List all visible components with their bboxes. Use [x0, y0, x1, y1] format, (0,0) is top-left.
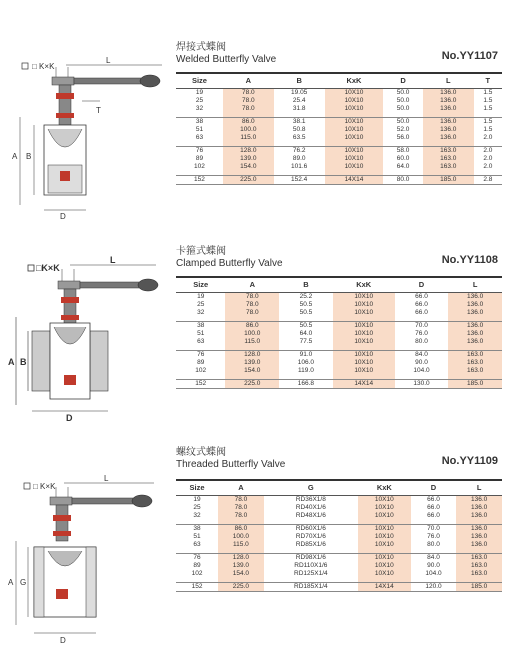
table-cell: 139.0	[225, 359, 279, 367]
table-cell: 152	[176, 582, 218, 591]
table-cell: 63	[197, 338, 205, 346]
table-cell: 100.0	[218, 533, 264, 541]
section-welded	[0, 0, 510, 220]
table-cell: 19.05	[291, 88, 308, 96]
table-cell: 185.0	[456, 582, 502, 591]
section-threaded	[0, 435, 510, 663]
table-cell: 25	[197, 300, 205, 308]
table-cell: 78.0	[223, 97, 274, 105]
table-cell: 50.5	[299, 300, 313, 308]
table-row	[176, 292, 502, 301]
table-cell: 10X10	[325, 163, 384, 171]
threaded-valve-diagram	[4, 475, 174, 655]
table-cell: 104.0	[425, 570, 442, 578]
table-row	[176, 97, 502, 105]
d-label: D	[60, 212, 66, 221]
table-cell: 70.0	[411, 524, 457, 533]
column-header: Size	[176, 73, 223, 88]
table-cell: 136.0	[423, 105, 474, 113]
table-cell: 225.0	[225, 379, 279, 388]
kxk-label: □K×K	[36, 263, 60, 273]
table-cell: 90.0	[415, 358, 428, 366]
table-cell: 50.0	[396, 88, 410, 96]
table-cell: 136.0	[456, 541, 502, 549]
column-header: A	[218, 480, 264, 495]
table-cell: 10X10	[358, 504, 411, 512]
table-cell: 91.0	[279, 350, 333, 359]
table-cell: 163.0	[423, 155, 474, 163]
table-cell: 78.0	[225, 292, 279, 301]
table-cell: 136.0	[423, 117, 474, 126]
table-cell: 136.0	[456, 533, 502, 541]
table-cell: 102	[191, 570, 203, 578]
table-cell: 136.0	[423, 126, 474, 134]
table-cell: 10X10	[325, 117, 384, 126]
table-row	[176, 126, 502, 134]
table-cell: 89	[197, 358, 205, 366]
t-label: T	[96, 106, 101, 115]
table-cell: 163.0	[448, 359, 502, 367]
table-cell: 100.0	[225, 330, 279, 338]
table-row	[176, 570, 502, 578]
table-cell: 19	[193, 495, 201, 503]
table-cell: 136.0	[456, 524, 502, 533]
column-header: G	[264, 480, 358, 495]
table-cell: 10X10	[333, 359, 395, 367]
table-cell: 163.0	[456, 570, 502, 578]
table-cell: 10X10	[358, 495, 411, 504]
table-cell: 66.0	[427, 511, 440, 519]
table-cell: 163.0	[423, 163, 474, 171]
table-cell: 84.0	[395, 350, 449, 359]
table-cell: 14X14	[358, 582, 411, 591]
welded-title-en: Welded Butterfly Valve	[176, 54, 277, 65]
kxk-label: □ K×K	[32, 62, 55, 71]
table-cell: 38.1	[274, 117, 325, 126]
table-cell: 10X10	[333, 309, 395, 317]
table-cell: 10X10	[333, 350, 395, 359]
table-cell: 78.0	[218, 504, 264, 512]
table-cell: 10X10	[358, 553, 411, 562]
table-cell: 63	[193, 541, 201, 549]
threaded-spec-table	[176, 479, 502, 592]
table-cell: 51	[195, 125, 204, 133]
table-cell: 19	[197, 292, 205, 300]
kxk-label: □ K×K	[33, 482, 56, 491]
column-header: T	[474, 73, 502, 88]
table-cell: 136.0	[456, 504, 502, 512]
table-cell: 66.0	[415, 308, 428, 316]
column-header: L	[448, 277, 502, 292]
table-cell: 152.4	[274, 175, 325, 184]
table-cell: 14X14	[325, 175, 384, 184]
table-cell: 10X10	[333, 367, 395, 375]
table-cell: 10X10	[325, 155, 384, 163]
table-cell: 10X10	[358, 562, 411, 570]
b-label: B	[20, 357, 27, 367]
table-cell: 76.0	[415, 329, 428, 337]
table-cell: 163.0	[456, 562, 502, 570]
table-cell: 1.5	[474, 117, 502, 126]
threaded-title-cn: 螺纹式蝶阀	[176, 447, 226, 458]
table-cell: 1.5	[483, 96, 493, 104]
table-cell: 225.0	[223, 175, 274, 184]
a-label: A	[12, 152, 18, 161]
table-cell: 25	[195, 96, 204, 104]
table-row	[176, 504, 502, 512]
table-cell: 84.0	[411, 553, 457, 562]
table-cell: 89.0	[292, 154, 306, 162]
table-row	[176, 350, 502, 359]
table-cell: 163.0	[456, 553, 502, 562]
l-label: L	[106, 56, 111, 65]
table-row	[176, 105, 502, 113]
column-header: B	[279, 277, 333, 292]
table-row	[176, 330, 502, 338]
table-cell: 2.0	[474, 146, 502, 155]
table-cell: 89	[193, 561, 201, 569]
table-cell: 136.0	[448, 292, 502, 301]
welded-spec-table	[176, 72, 502, 185]
table-cell: 225.0	[218, 582, 264, 591]
table-cell: 115.0	[218, 541, 264, 549]
table-cell: 80.0	[383, 175, 423, 184]
table-cell: 152	[176, 175, 223, 184]
table-cell: 1.5	[483, 104, 493, 112]
table-cell: 14X14	[333, 379, 395, 388]
table-cell: 10X10	[358, 533, 411, 541]
table-cell: 10X10	[333, 301, 395, 309]
table-cell: 166.8	[279, 379, 333, 388]
clamped-title-en: Clamped Butterfly Valve	[176, 258, 283, 269]
clamped-title-cn: 卡箍式蝶阀	[176, 246, 226, 257]
table-cell: 136.0	[423, 97, 474, 105]
table-cell: 104.0	[413, 367, 430, 375]
table-cell: 50.0	[396, 96, 410, 104]
table-row	[176, 309, 502, 317]
table-row	[176, 117, 502, 126]
table-cell: 78.0	[225, 309, 279, 317]
table-cell: 77.5	[299, 338, 313, 346]
table-cell: 78.0	[223, 88, 274, 97]
table-row	[176, 533, 502, 541]
table-cell: 50.0	[383, 117, 423, 126]
table-cell: 2.0	[483, 154, 493, 162]
table-cell: 10X10	[358, 570, 411, 578]
table-cell: 56.0	[396, 134, 410, 142]
table-cell: 1.5	[483, 125, 493, 133]
column-header: A	[225, 277, 279, 292]
table-cell: 10X10	[333, 292, 395, 301]
table-cell: RD110X1/6	[294, 561, 328, 569]
section-clamped	[0, 220, 510, 435]
table-cell: 76.2	[274, 146, 325, 155]
column-header: L	[423, 73, 474, 88]
table-cell: RD125X1/4	[294, 570, 328, 578]
table-cell: 10X10	[325, 146, 384, 155]
table-cell: 86.0	[225, 321, 279, 330]
welded-valve-drawing	[4, 55, 174, 225]
table-row	[176, 155, 502, 163]
table-cell: 152	[176, 379, 225, 388]
column-header: D	[383, 73, 423, 88]
table-cell: RD40X1/6	[295, 503, 326, 511]
table-cell: RD98X1/6	[264, 553, 358, 562]
table-cell: 128.0	[223, 146, 274, 155]
table-cell: 101.6	[291, 163, 308, 171]
table-row	[176, 553, 502, 562]
table-cell: 136.0	[448, 338, 502, 346]
table-cell: 130.0	[395, 379, 449, 388]
clamped-valve-drawing	[4, 255, 174, 425]
table-cell: 50.8	[292, 125, 306, 133]
table-cell: 1.5	[483, 88, 493, 96]
table-cell: 119.0	[298, 367, 314, 375]
threaded-title-en: Threaded Butterfly Valve	[176, 459, 286, 470]
table-cell: RD60X1/6	[264, 524, 358, 533]
table-cell: 136.0	[423, 88, 474, 97]
table-cell: 139.0	[218, 562, 264, 570]
table-cell: 136.0	[456, 512, 502, 520]
table-cell: 10X10	[325, 105, 384, 113]
table-cell: 60.0	[396, 154, 410, 162]
table-row	[176, 338, 502, 346]
table-cell: 64.0	[396, 163, 410, 171]
clamped-spec-table	[176, 276, 502, 389]
table-cell: 90.0	[427, 561, 440, 569]
column-header: Size	[176, 277, 225, 292]
table-cell: 32	[195, 104, 204, 112]
table-row	[176, 321, 502, 330]
table-cell: 10X10	[325, 134, 384, 142]
table-cell: 163.0	[423, 146, 474, 155]
table-cell: 80.0	[427, 541, 440, 549]
table-cell: 31.8	[292, 104, 306, 112]
d-label: D	[60, 636, 66, 645]
table-cell: 100.0	[223, 126, 274, 134]
table-cell: 70.0	[395, 321, 449, 330]
table-row	[176, 582, 502, 591]
column-header: D	[411, 480, 457, 495]
clamped-title-block	[176, 246, 502, 270]
table-cell: 89	[195, 154, 204, 162]
table-cell: 154.0	[223, 163, 274, 171]
table-cell: 115.0	[225, 338, 279, 346]
table-cell: 154.0	[218, 570, 264, 578]
welded-valve-diagram	[4, 55, 174, 225]
table-cell: 136.0	[448, 321, 502, 330]
l-label: L	[110, 255, 116, 265]
table-cell: 128.0	[218, 553, 264, 562]
table-cell: 76	[176, 553, 218, 562]
column-header: D	[395, 277, 449, 292]
table-cell: 32	[193, 511, 201, 519]
table-cell: 58.0	[383, 146, 423, 155]
table-cell: 10X10	[358, 541, 411, 549]
table-cell: 38	[176, 524, 218, 533]
column-header: A	[223, 73, 274, 88]
table-cell: RD36X1/8	[295, 495, 326, 503]
table-row	[176, 134, 502, 142]
table-cell: 136.0	[456, 495, 502, 504]
threaded-title-block	[176, 447, 502, 471]
table-row	[176, 512, 502, 520]
l-label: L	[104, 475, 109, 483]
table-row	[176, 367, 502, 375]
table-cell: 25	[193, 503, 201, 511]
b-label: B	[26, 152, 32, 161]
d-label: D	[66, 413, 73, 423]
welded-title-block	[176, 42, 502, 66]
table-cell: 185.0	[448, 379, 502, 388]
table-row	[176, 562, 502, 570]
table-cell: 10X10	[333, 321, 395, 330]
table-row	[176, 146, 502, 155]
table-cell: 154.0	[225, 367, 279, 375]
table-row	[176, 359, 502, 367]
table-cell: 51	[193, 532, 201, 540]
column-header: B	[274, 73, 325, 88]
table-cell: 115.0	[223, 134, 274, 142]
table-cell: 38	[176, 321, 225, 330]
column-header: KxK	[333, 277, 395, 292]
table-cell: 50.0	[396, 104, 410, 112]
table-cell: 66.0	[415, 292, 428, 300]
column-header: KxK	[325, 73, 384, 88]
table-row	[176, 379, 502, 388]
table-cell: 76	[176, 146, 223, 155]
table-cell: 25.4	[292, 96, 306, 104]
table-row	[176, 88, 502, 97]
table-row	[176, 524, 502, 533]
table-cell: 78.0	[218, 512, 264, 520]
threaded-valve-drawing	[4, 475, 174, 655]
table-cell: 80.0	[415, 338, 428, 346]
table-row	[176, 541, 502, 549]
table-row	[176, 495, 502, 504]
table-cell: 51	[197, 329, 205, 337]
threaded-model-no: No.YY1109	[441, 455, 498, 467]
table-row	[176, 175, 502, 184]
table-cell: 10X10	[325, 126, 384, 134]
a-label: A	[8, 357, 15, 367]
clamped-valve-diagram	[4, 255, 174, 425]
table-cell: 86.0	[218, 524, 264, 533]
table-cell: 10X10	[358, 524, 411, 533]
welded-model-no: No.YY1107	[441, 50, 498, 62]
column-header: Size	[176, 480, 218, 495]
table-row	[176, 163, 502, 171]
table-cell: 136.0	[448, 301, 502, 309]
table-cell: 63.5	[292, 134, 306, 142]
table-cell: 2.8	[474, 175, 502, 184]
table-cell: 102	[194, 163, 205, 171]
table-cell: 136.0	[423, 134, 474, 142]
table-cell: RD48X1/6	[295, 511, 326, 519]
table-cell: 52.0	[396, 125, 410, 133]
table-cell: 102	[195, 367, 207, 375]
table-row	[176, 301, 502, 309]
clamped-model-no: No.YY1108	[441, 254, 498, 266]
table-cell: 120.0	[411, 582, 457, 591]
table-cell: 136.0	[448, 330, 502, 338]
table-cell: 78.0	[223, 105, 274, 113]
table-cell: 106.0	[297, 358, 315, 366]
table-cell: RD185X1/4	[264, 582, 358, 591]
table-cell: 66.0	[415, 300, 428, 308]
table-cell: 2.0	[483, 163, 493, 171]
table-cell: 139.0	[223, 155, 274, 163]
table-cell: 10X10	[325, 97, 384, 105]
table-cell: 10X10	[333, 338, 395, 346]
table-cell: RD85X1/6	[295, 541, 326, 549]
table-cell: 78.0	[218, 495, 264, 504]
a-label: A	[8, 578, 14, 587]
column-header: L	[456, 480, 502, 495]
table-cell: 78.0	[225, 301, 279, 309]
g-label: G	[20, 578, 27, 587]
table-cell: 2.0	[483, 134, 493, 142]
table-cell: 66.0	[427, 495, 440, 503]
table-cell: 63	[195, 134, 204, 142]
table-cell: 50.5	[299, 308, 313, 316]
table-cell: 163.0	[448, 350, 502, 359]
table-cell: 136.0	[448, 309, 502, 317]
table-cell: 76.0	[427, 532, 440, 540]
table-cell: 66.0	[427, 503, 440, 511]
table-cell: 25.2	[299, 292, 313, 300]
table-cell: 50.5	[279, 321, 333, 330]
table-cell: 10X10	[358, 512, 411, 520]
column-header: KxK	[358, 480, 411, 495]
table-cell: 32	[197, 308, 205, 316]
table-cell: 163.0	[448, 367, 502, 375]
table-cell: 185.0	[423, 175, 474, 184]
table-cell: 64.0	[299, 329, 313, 337]
welded-title-cn: 焊接式蝶阀	[176, 42, 226, 53]
table-cell: 128.0	[225, 350, 279, 359]
table-cell: 38	[176, 117, 223, 126]
table-cell: 19	[195, 88, 204, 96]
table-cell: 10X10	[325, 88, 384, 97]
table-cell: RD70X1/6	[295, 532, 326, 540]
table-cell: 86.0	[223, 117, 274, 126]
table-cell: 10X10	[333, 330, 395, 338]
table-cell: 76	[176, 350, 225, 359]
